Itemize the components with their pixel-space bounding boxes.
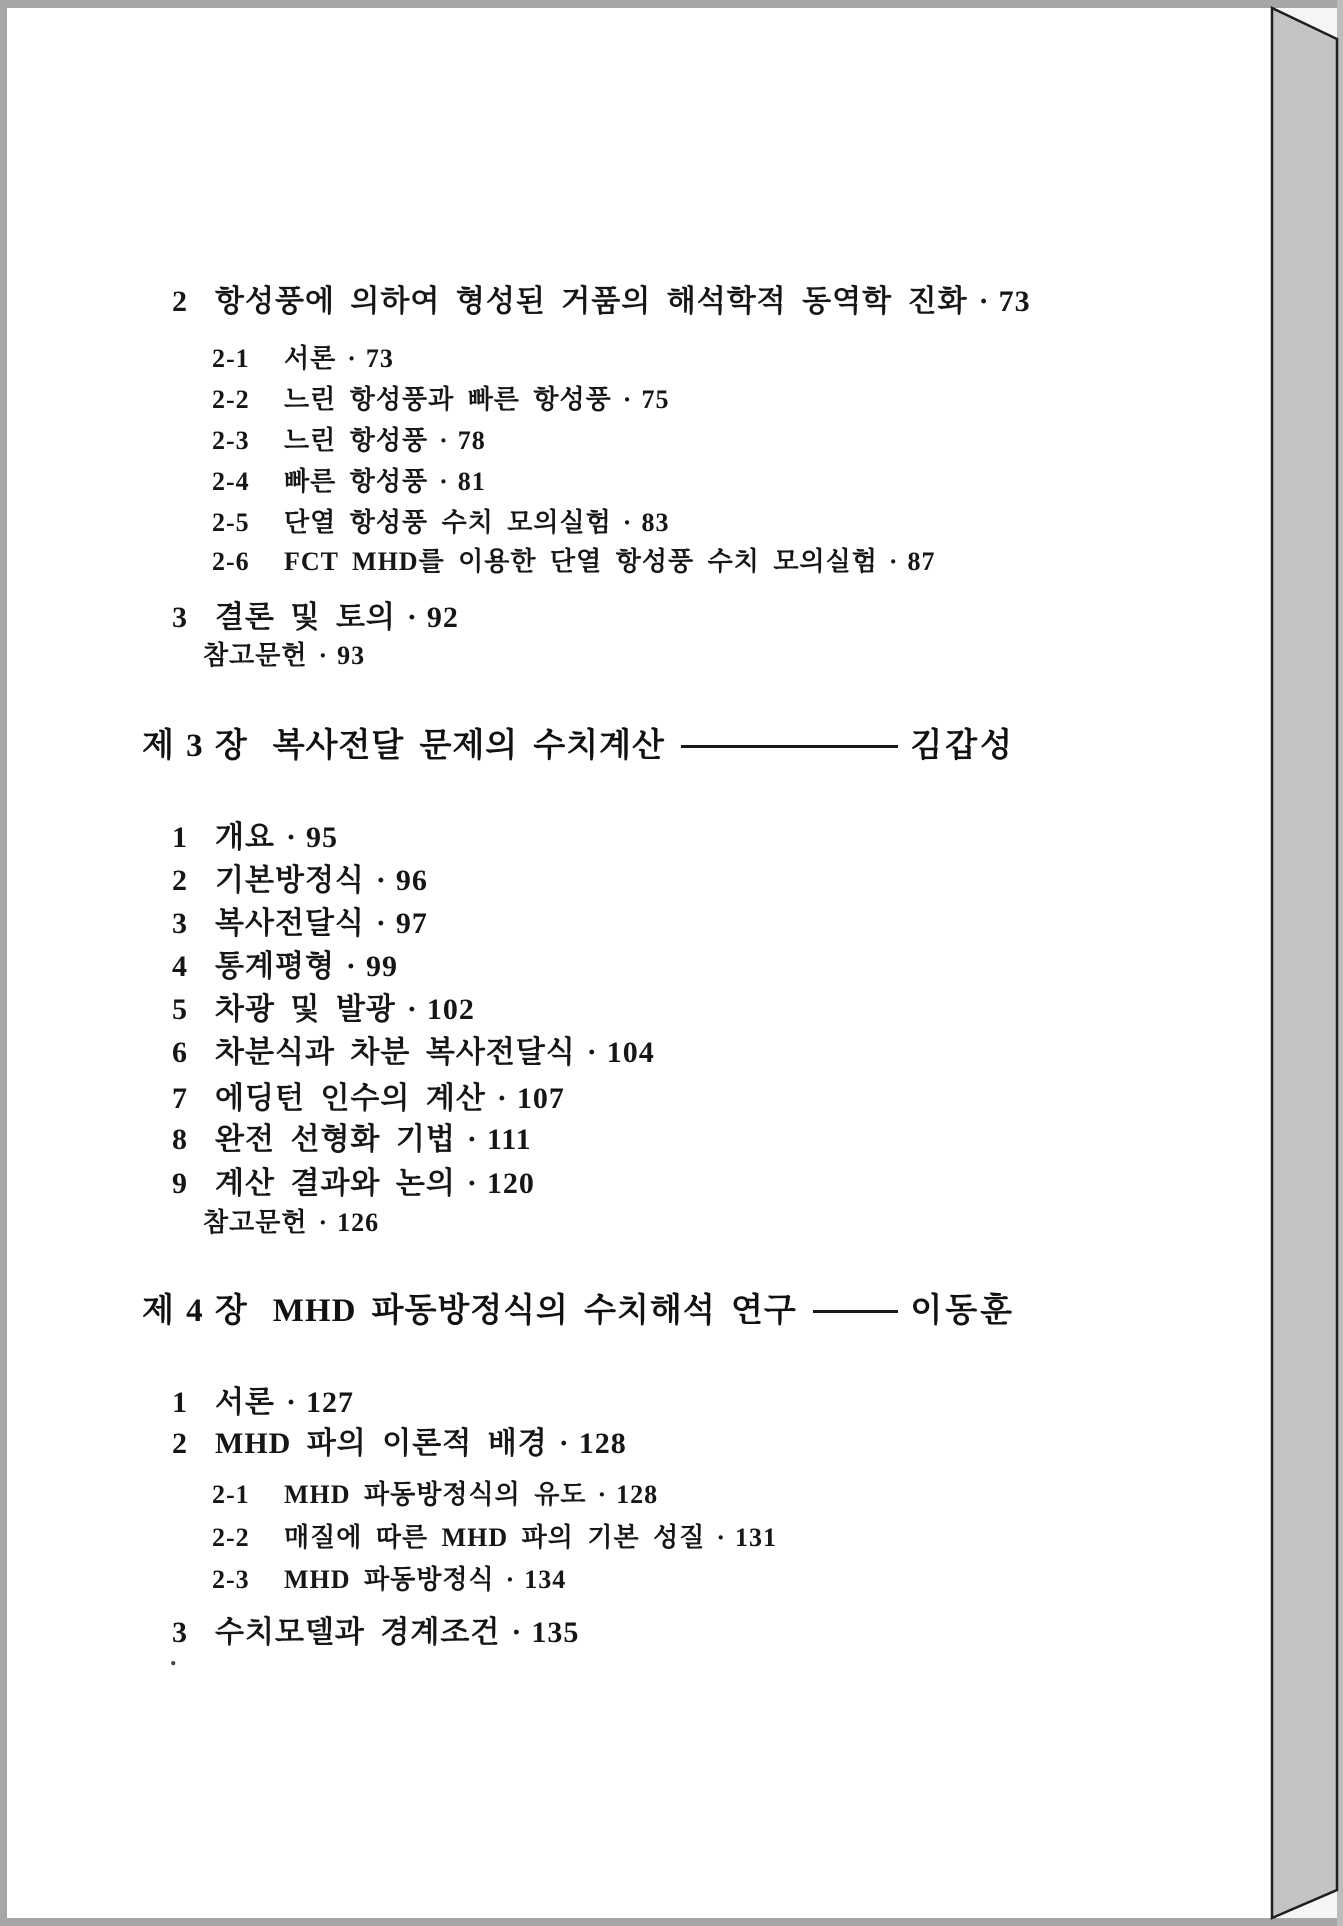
toc-entry — [172, 1114, 532, 1158]
toc-entry-title: 완전 선형화 기법 — [215, 1123, 456, 1156]
toc-entry-page: 95 — [305, 821, 338, 854]
dot-separator: · — [622, 385, 633, 414]
chapter-title: MHD 파동방정식의 수치해석 연구 — [272, 1293, 797, 1329]
toc-entry-title: 결론 및 토의 — [215, 601, 396, 634]
toc-entry-number: 5 — [172, 993, 187, 1026]
dot-separator: · — [406, 993, 418, 1026]
toc-entry-number: 2 — [172, 285, 187, 318]
toc-entry-page: 128 — [616, 1480, 659, 1509]
toc-entry-title: FCT MHD를 이용한 단열 항성풍 수치 모의실험 — [284, 547, 878, 576]
toc-entry-number: 2-3 — [212, 1565, 250, 1594]
toc-entry-page: 73 — [998, 285, 1031, 318]
toc-entry-title: 개요 — [215, 821, 275, 854]
toc-entry — [212, 1474, 658, 1511]
toc-entry — [212, 1517, 777, 1554]
toc-entry-page: 104 — [606, 1036, 655, 1069]
toc-entry-number: 2-1 — [212, 344, 250, 373]
stray-mark: . — [170, 1642, 177, 1671]
toc-entry-title: 계산 결과와 논의 — [215, 1167, 456, 1200]
dot-separator: · — [716, 1523, 726, 1552]
toc-entry-title: 기본방정식 — [215, 864, 365, 897]
toc-entry-title: 단열 항성풍 수치 모의실험 — [284, 508, 612, 537]
toc-entry-title: 서론 — [215, 1386, 275, 1419]
toc-entry — [212, 461, 486, 498]
dot-separator: · — [888, 547, 899, 576]
toc-entry — [212, 379, 669, 416]
toc-entry-title: 서론 — [284, 344, 337, 373]
dot-separator: · — [347, 344, 357, 373]
dot-separator: · — [285, 821, 297, 854]
toc-entry-page: 107 — [516, 1082, 565, 1115]
toc-entry-title: 느린 항성풍 — [284, 426, 429, 455]
toc-entry-number: 1 — [172, 1386, 187, 1419]
toc-references-entry — [203, 635, 365, 672]
toc-entry-title: 통계평형 — [215, 950, 335, 983]
toc-entry — [212, 338, 394, 375]
toc-entry — [212, 541, 935, 578]
toc-entry-title: 복사전달식 — [215, 907, 365, 940]
toc-entry — [172, 1027, 655, 1071]
chapter-heading — [142, 1284, 1015, 1331]
toc-entry-number: 2-3 — [212, 426, 250, 455]
toc-entry-number: 7 — [172, 1082, 187, 1115]
toc-entry — [172, 1377, 354, 1421]
toc-entry-number: 2 — [172, 1427, 187, 1460]
toc-entry-page: 78 — [457, 426, 486, 455]
toc-entry-page: 99 — [365, 950, 398, 983]
toc-entry-title: 매질에 따른 MHD 파의 기본 성질 — [284, 1523, 706, 1552]
toc-entry-number: 2-1 — [212, 1480, 250, 1509]
toc-entry-title: 차분식과 차분 복사전달식 — [215, 1036, 576, 1069]
chapter-heading — [142, 719, 1015, 766]
toc-entry — [212, 502, 669, 539]
toc-entry — [212, 420, 486, 457]
toc-entry-number: 3 — [172, 1616, 187, 1649]
dot-separator: · — [439, 467, 449, 496]
toc-entry-page: 75 — [641, 385, 670, 414]
toc-entry — [172, 1158, 535, 1202]
dot-separator: · — [285, 1386, 297, 1419]
toc-entry — [172, 276, 1031, 320]
toc-entry — [172, 1073, 565, 1117]
toc-entry — [172, 1607, 579, 1651]
toc-entry-page: 134 — [524, 1565, 567, 1594]
toc-entry-page: 81 — [457, 467, 486, 496]
toc-entry-title: MHD 파의 이론적 배경 — [215, 1427, 548, 1460]
toc-entry-number: 3 — [172, 907, 187, 940]
toc-entry-title: 참고문헌 — [203, 641, 308, 670]
toc-entry-title: MHD 파동방정식의 유도 — [284, 1480, 587, 1509]
toc-entry — [172, 898, 428, 942]
dot-separator: · — [375, 864, 387, 897]
heading-rule — [813, 1310, 899, 1313]
dot-separator: · — [558, 1427, 570, 1460]
toc-entry — [212, 1559, 566, 1596]
toc-entry-page: 87 — [907, 547, 936, 576]
dot-separator: · — [318, 641, 329, 670]
toc-entry-number: 9 — [172, 1167, 187, 1200]
heading-rule — [681, 745, 898, 748]
toc-entry-title: 빠른 항성풍 — [284, 467, 429, 496]
chapter-number: 제 3 장 — [142, 728, 249, 764]
toc-entry-number: 2-4 — [212, 467, 250, 496]
toc-entry-number: 2-5 — [212, 508, 250, 537]
toc-entry-page: 120 — [486, 1167, 535, 1200]
toc-entry-number: 8 — [172, 1123, 187, 1156]
toc-entry-number: 4 — [172, 950, 187, 983]
toc-entry-title: 참고문헌 — [203, 1208, 308, 1237]
dot-separator: · — [318, 1208, 329, 1237]
toc-entry-number: 2-2 — [212, 385, 250, 414]
toc-entry-title: MHD 파동방정식 — [284, 1565, 495, 1594]
toc-entry-page: 128 — [578, 1427, 627, 1460]
toc-entry — [172, 855, 428, 899]
toc-entry-number: 3 — [172, 601, 187, 634]
toc-entry — [172, 1418, 627, 1462]
toc-entry-title: 느린 항성풍과 빠른 항성풍 — [284, 385, 612, 414]
toc-entry-page: 92 — [426, 601, 459, 634]
toc-entry — [172, 984, 475, 1028]
toc-entry-title: 차광 및 발광 — [215, 993, 396, 1026]
dot-separator: · — [622, 508, 633, 537]
toc-entry-page: 93 — [337, 641, 366, 670]
toc-entry-number: 6 — [172, 1036, 187, 1069]
toc-entry-page: 126 — [337, 1208, 380, 1237]
toc-entry-page: 127 — [305, 1386, 354, 1419]
dot-separator: · — [439, 426, 449, 455]
dot-separator: · — [496, 1082, 508, 1115]
chapter-number: 제 4 장 — [142, 1293, 249, 1329]
toc-entry-page: 102 — [426, 993, 475, 1026]
toc-entry-number: 2-6 — [212, 547, 250, 576]
toc-entry-page: 131 — [735, 1523, 777, 1552]
dot-separator: · — [345, 950, 357, 983]
toc-references-entry — [203, 1202, 379, 1239]
dot-separator: · — [586, 1036, 598, 1069]
author-name: 이동훈 — [910, 1293, 1015, 1329]
toc-entry-page: 83 — [641, 508, 670, 537]
toc-entry — [172, 592, 459, 636]
toc-entry-page: 96 — [395, 864, 428, 897]
toc-entry-page: 111 — [486, 1123, 532, 1156]
dot-separator: · — [375, 907, 387, 940]
author-name: 김갑성 — [910, 728, 1015, 764]
toc-entry-number: 2-2 — [212, 1523, 250, 1552]
dot-separator: · — [505, 1565, 516, 1594]
dot-separator: · — [466, 1167, 478, 1200]
toc-entry-number: 1 — [172, 821, 187, 854]
dot-separator: · — [597, 1480, 608, 1509]
toc-entry-title: 에딩턴 인수의 계산 — [215, 1082, 486, 1115]
toc-entry-page: 135 — [531, 1616, 580, 1649]
toc-entry-page: 73 — [365, 344, 394, 373]
toc-entry-title: 수치모델과 경계조건 — [215, 1616, 501, 1649]
toc-entry — [172, 941, 398, 985]
book-fore-edge — [1272, 8, 1337, 1918]
toc-entry-page: 97 — [395, 907, 428, 940]
toc-entry — [172, 812, 338, 856]
toc-entry-title: 항성풍에 의하여 형성된 거품의 해석학적 동역학 진화 — [215, 285, 968, 318]
dot-separator: · — [511, 1616, 523, 1649]
toc-entry-number: 2 — [172, 864, 187, 897]
chapter-title: 복사전달 문제의 수치계산 — [272, 728, 665, 764]
dot-separator: · — [466, 1123, 478, 1156]
dot-separator: · — [978, 285, 990, 318]
dot-separator: · — [406, 601, 418, 634]
